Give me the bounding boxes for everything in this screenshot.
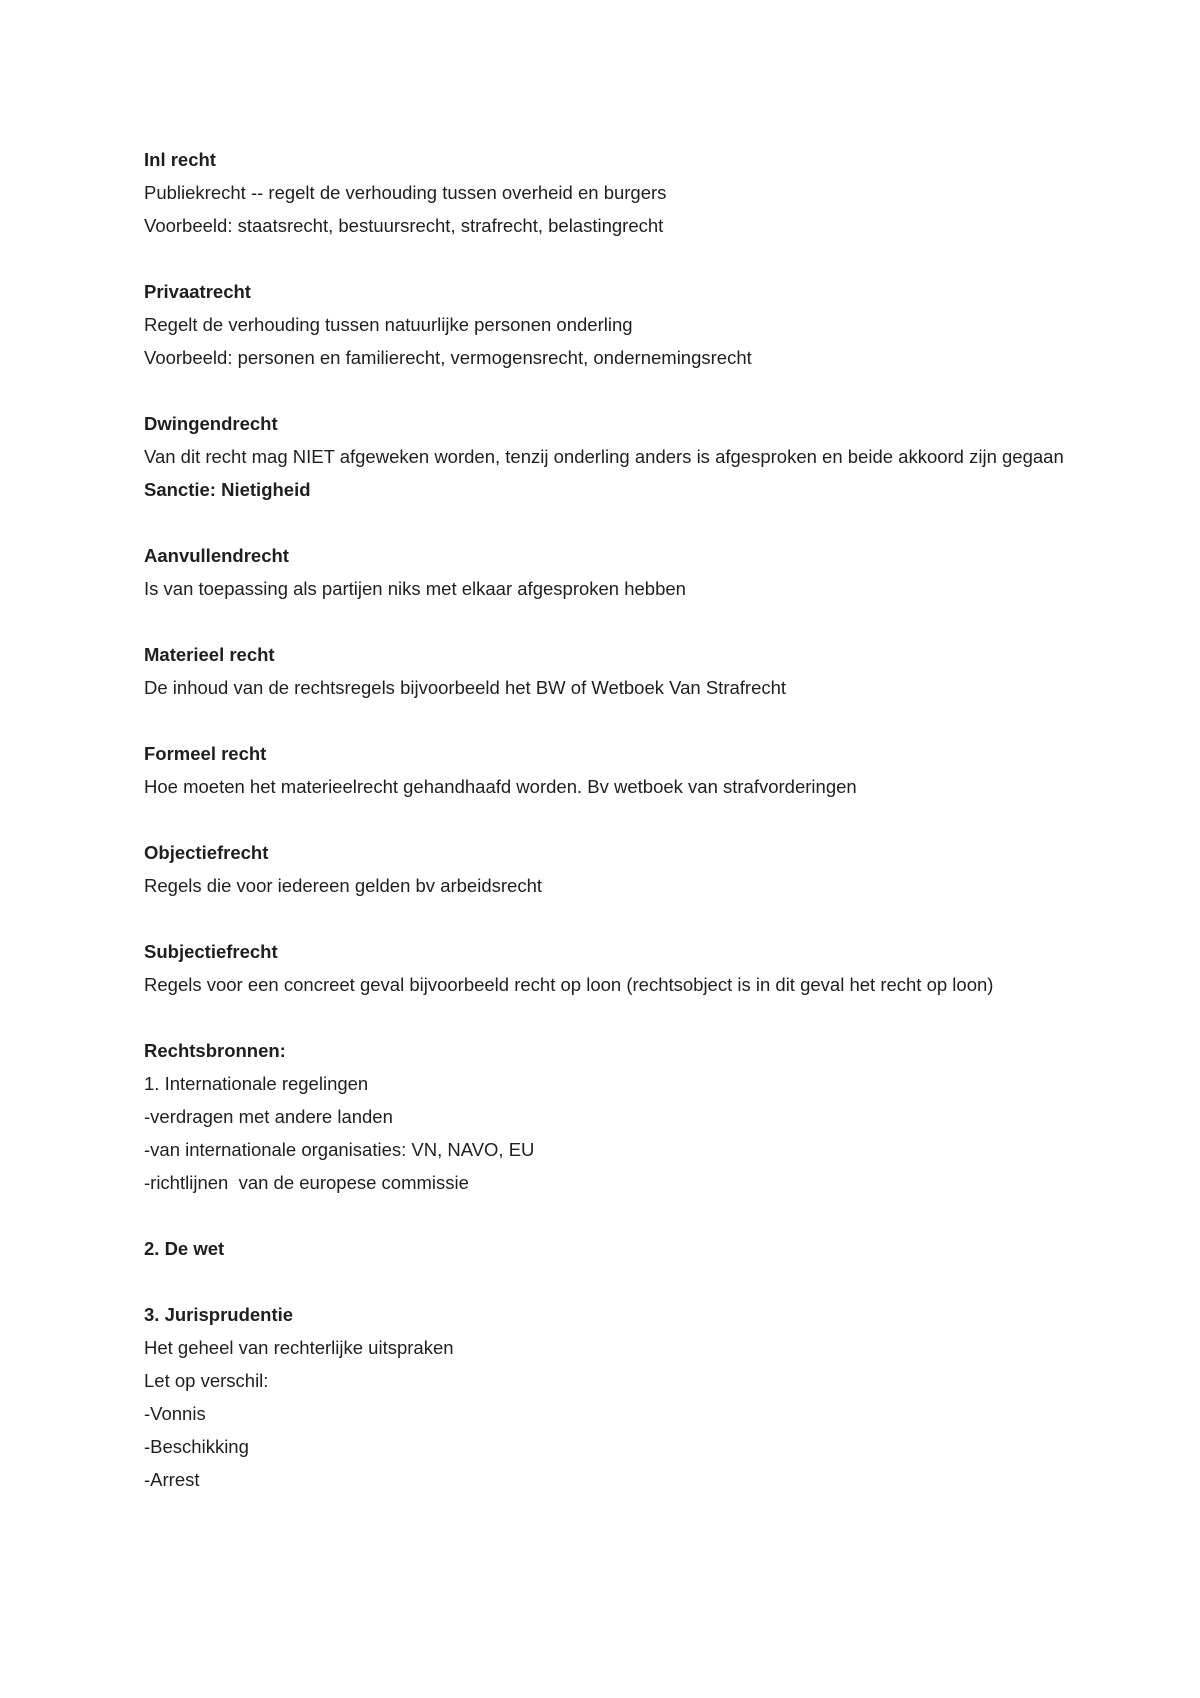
body-line: De inhoud van de rechtsregels bijvoorbeeld het BW of Wetboek Van Strafrecht — [144, 677, 787, 698]
section-heading: 3. Jurisprudentie — [144, 1304, 294, 1325]
list-item: -Beschikking — [144, 1436, 249, 1457]
section-heading: 2. De wet — [144, 1238, 225, 1259]
section-objectiefrecht — [144, 836, 1064, 902]
section-heading: Dwingendrecht — [144, 413, 278, 434]
body-line: Hoe moeten het materieelrecht gehandhaafd worden. Bv wetboek van strafvorderingen — [144, 776, 857, 797]
body-line: Regelt de verhouding tussen natuurlijke personen onderling — [144, 314, 633, 335]
section-inl-recht — [144, 143, 1064, 242]
body-line: Let op verschil: — [144, 1370, 269, 1391]
body-line: Is van toepassing als partijen niks met elkaar afgesproken hebben — [144, 578, 686, 599]
section-aanvullendrecht — [144, 539, 1064, 605]
section-materieel-recht — [144, 638, 1064, 704]
section-dwingendrecht — [144, 407, 1064, 506]
body-line: Regels die voor iedereen gelden bv arbeidsrecht — [144, 875, 543, 896]
list-item: -verdragen met andere landen — [144, 1106, 393, 1127]
list-item: -Arrest — [144, 1469, 200, 1490]
body-line: Voorbeeld: personen en familierecht, vermogensrecht, ondernemingsrecht — [144, 347, 752, 368]
list-item: 1. Internationale regelingen — [144, 1073, 369, 1094]
section-jurisprudentie — [144, 1298, 1064, 1496]
body-line: Publiekrecht -- regelt de verhouding tussen overheid en burgers — [144, 182, 667, 203]
section-heading: Subjectiefrecht — [144, 941, 278, 962]
section-de-wet — [144, 1232, 1064, 1265]
section-heading: Privaatrecht — [144, 281, 251, 302]
list-item: -richtlijnen van de europese commissie — [144, 1172, 469, 1193]
section-heading: Materieel recht — [144, 644, 275, 665]
section-formeel-recht — [144, 737, 1064, 803]
section-heading: Rechtsbronnen: — [144, 1040, 286, 1061]
section-privaatrecht — [144, 275, 1064, 374]
body-line: Regels voor een concreet geval bijvoorbeeld recht op loon (rechtsobject is in dit geval het recht op loon) — [144, 974, 994, 995]
body-line: Het geheel van rechterlijke uitspraken — [144, 1337, 454, 1358]
body-line: Van dit recht mag NIET afgeweken worden, tenzij onderling anders is afgesproken en beide akkoord zijn gegaan — [144, 446, 1064, 467]
section-rechtsbronnen — [144, 1034, 1064, 1199]
section-heading: Inl recht — [144, 149, 216, 170]
section-heading: Aanvullendrecht — [144, 545, 289, 566]
sanction-line: Sanctie: Nietigheid — [144, 479, 311, 500]
body-line: Voorbeeld: staatsrecht, bestuursrecht, strafrecht, belastingrecht — [144, 215, 664, 236]
section-heading: Objectiefrecht — [144, 842, 269, 863]
document-body — [144, 143, 1064, 1529]
list-item: -van internationale organisaties: VN, NAVO, EU — [144, 1139, 535, 1160]
section-subjectiefrecht — [144, 935, 1064, 1001]
list-item: -Vonnis — [144, 1403, 206, 1424]
section-heading: Formeel recht — [144, 743, 267, 764]
